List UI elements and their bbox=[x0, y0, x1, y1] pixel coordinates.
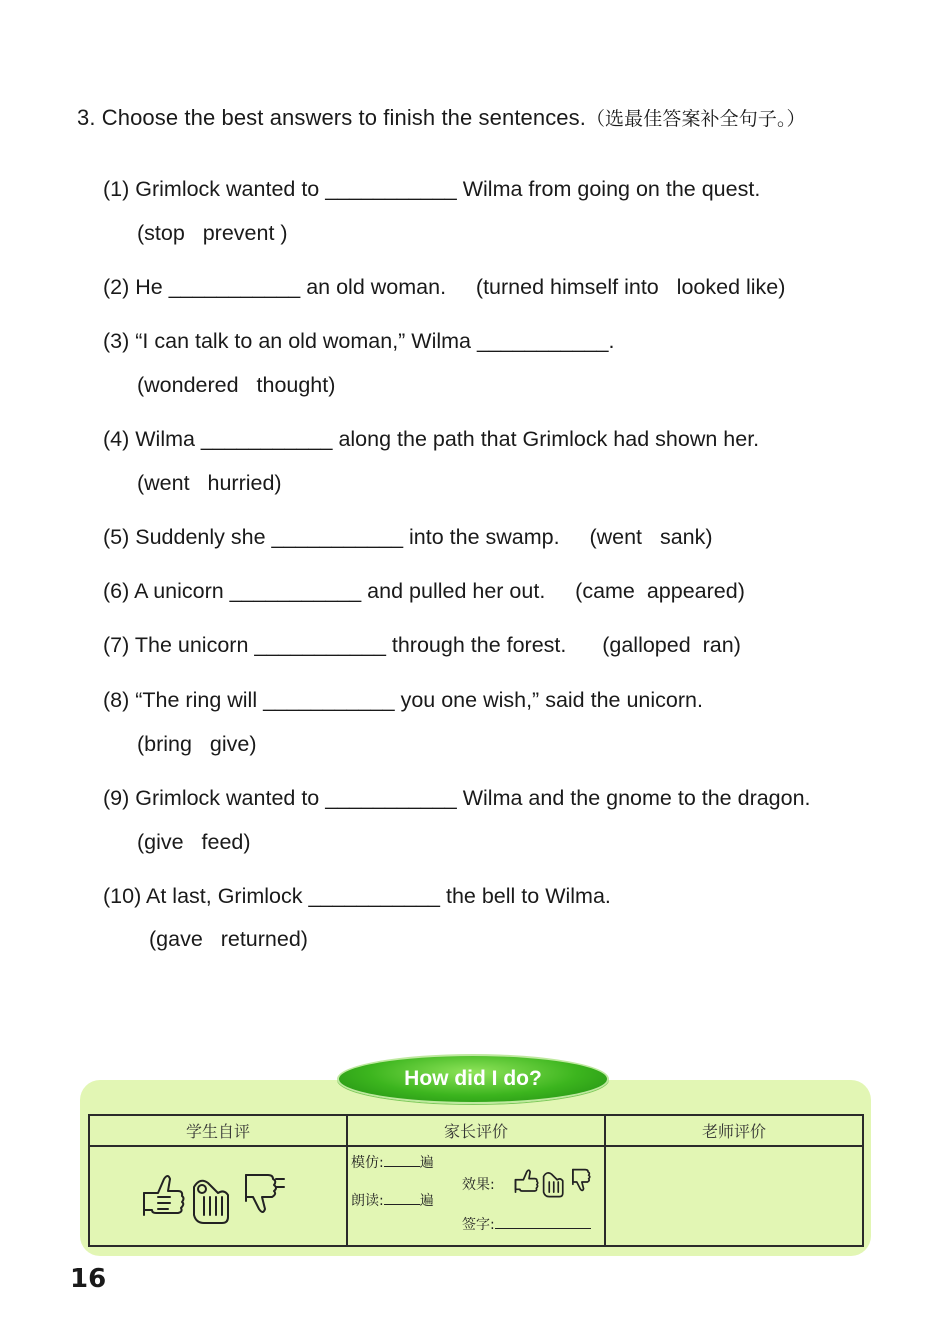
sign-input[interactable] bbox=[495, 1228, 591, 1229]
question-10-options: (gave returned) bbox=[149, 927, 308, 951]
teacher-eval-cell[interactable] bbox=[605, 1146, 863, 1246]
question-10-line-1: (10) At last, Grimlock ___________ the bell to Wilma. bbox=[103, 884, 611, 908]
question-1-line-1: (1) Grimlock wanted to ___________ Wilma from going on the quest. bbox=[103, 177, 761, 201]
rating-hands-icon bbox=[136, 1167, 296, 1227]
question-2-line-1: (2) He ___________ an old woman. (turned himself into looked like) bbox=[103, 275, 786, 299]
read-row bbox=[351, 1190, 434, 1210]
question-3-options: (wondered thought) bbox=[137, 373, 336, 397]
read-count-input[interactable] bbox=[384, 1204, 420, 1205]
thumbs-down-icon[interactable] bbox=[246, 1175, 284, 1212]
question-9-line-1: (9) Grimlock wanted to ___________ Wilma and the gnome to the dragon. bbox=[103, 786, 811, 810]
effect-label: 效果: bbox=[462, 1177, 495, 1193]
header-student-self-eval: 学生自评 bbox=[89, 1115, 347, 1146]
question-4-line-1: (4) Wilma ___________ along the path that Grimlock had shown her. bbox=[103, 427, 760, 451]
read-label: 朗读: bbox=[351, 1193, 384, 1209]
small-ok-hand-icon[interactable] bbox=[544, 1173, 563, 1197]
header-teacher-eval: 老师评价 bbox=[605, 1115, 863, 1146]
student-self-eval-cell bbox=[89, 1146, 347, 1246]
read-unit: 遍 bbox=[419, 1193, 434, 1209]
small-thumbs-up-icon[interactable] bbox=[516, 1170, 538, 1192]
thumbs-up-icon[interactable] bbox=[144, 1176, 184, 1215]
evaluation-title: How did I do? bbox=[404, 1067, 542, 1090]
parent-eval-cell bbox=[347, 1146, 605, 1246]
question-1-options: (stop prevent ) bbox=[137, 221, 288, 245]
evaluation-table bbox=[88, 1114, 864, 1247]
question-4-options: (went hurried) bbox=[137, 471, 282, 495]
exercise-heading bbox=[77, 104, 806, 131]
evaluation-title-badge bbox=[337, 1054, 609, 1104]
page-number: 16 bbox=[70, 1264, 107, 1294]
question-3-line-1: (3) “I can talk to an old woman,” Wilma ___________. bbox=[103, 329, 615, 353]
imitate-row bbox=[351, 1152, 434, 1172]
sign-label: 签字: bbox=[462, 1217, 495, 1233]
imitate-label: 模仿: bbox=[351, 1155, 384, 1171]
question-9-options: (give feed) bbox=[137, 830, 251, 854]
heading-chinese: （选最佳答案补全句子。） bbox=[585, 108, 806, 130]
heading-english: 3. Choose the best answers to finish the sentences. bbox=[77, 105, 586, 130]
question-7-line-1: (7) The unicorn ___________ through the forest. (galloped ran) bbox=[103, 633, 741, 657]
question-8-options: (bring give) bbox=[137, 732, 257, 756]
question-5-line-1: (5) Suddenly she ___________ into the swamp. (went sank) bbox=[103, 525, 713, 549]
effect-rating-hands-icon bbox=[511, 1165, 601, 1199]
imitate-unit: 遍 bbox=[419, 1155, 434, 1171]
small-thumbs-down-icon[interactable] bbox=[573, 1170, 590, 1191]
ok-hand-icon[interactable] bbox=[194, 1181, 228, 1223]
sign-row bbox=[462, 1214, 591, 1234]
question-8-line-1: (8) “The ring will ___________ you one wish,” said the unicorn. bbox=[103, 688, 703, 712]
imitate-count-input[interactable] bbox=[384, 1166, 420, 1167]
header-parent-eval: 家长评价 bbox=[347, 1115, 605, 1146]
question-6-line-1: (6) A unicorn ___________ and pulled her out. (came appeared) bbox=[103, 579, 745, 603]
